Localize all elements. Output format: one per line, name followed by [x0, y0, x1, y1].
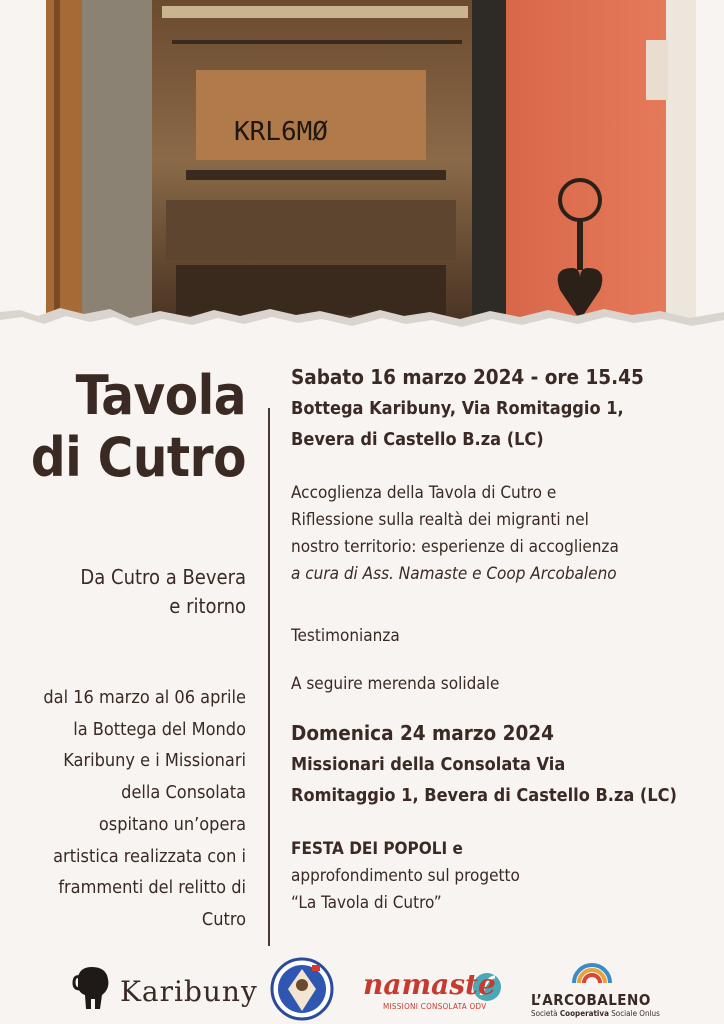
event-1-desc-line: Riflessione sulla realtà dei migranti nel: [291, 510, 589, 530]
event-1-place-line-2: Bevera di Castello B.za (LC): [291, 429, 544, 450]
event-1-place-line-1: Bottega Karibuny, Via Romitaggio 1,: [291, 398, 624, 419]
event-2-description: [291, 836, 711, 917]
engraving-text: KRL6MØ: [234, 117, 328, 147]
intro-line: Cutro: [201, 908, 246, 930]
intro-line: frammenti del relitto di: [58, 877, 246, 899]
consolata-seal-icon: [272, 959, 332, 1019]
event-1: [291, 362, 711, 455]
namaste-logo-text: namaste: [363, 968, 496, 1001]
intro-line: ospitano un’opera: [98, 813, 246, 835]
subtitle-line-1: Da Cutro a Bevera: [80, 565, 246, 589]
column-divider: [268, 408, 270, 946]
intro-line: Karibuny e i Missionari: [63, 750, 246, 772]
event-2-desc-line: approfondimento sul progetto: [291, 866, 520, 886]
intro-line: della Consolata: [121, 782, 246, 804]
namaste-logo-subtitle: MISSIONI CONSOLATA ODV: [383, 1002, 487, 1011]
page-title: [31, 365, 246, 489]
elephant-icon: [74, 967, 108, 1009]
karibuny-logo-text: Karibuny: [120, 975, 258, 1008]
event-1-date: Sabato 16 marzo 2024 - ore 15.45: [291, 365, 644, 389]
event-2-place-line-2: Romitaggio 1, Bevera di Castello B.za (LC): [291, 785, 677, 806]
event-1-desc-line: Accoglienza della Tavola di Cutro e: [291, 483, 557, 503]
arcobaleno-sub-b: Cooperativa: [559, 1009, 609, 1018]
arcobaleno-sub-c: Sociale Onlus: [608, 1009, 660, 1018]
event-1-organizers: a cura di Ass. Namaste e Coop Arcobaleno: [291, 564, 617, 584]
subtitle: [6, 563, 246, 621]
rainbow-icon: [574, 965, 610, 983]
intro-line: la Bottega del Mondo: [73, 718, 246, 740]
event-2-place-line-1: Missionari della Consolata Via: [291, 754, 566, 775]
event-2: [291, 718, 711, 811]
header-photo: [46, 0, 696, 340]
intro-line: artistica realizzata con i: [53, 845, 246, 867]
torn-paper-edge: [0, 300, 724, 360]
event-1-snack: A seguire merenda solidale: [291, 674, 500, 694]
arcobaleno-logo-subtitle: [531, 1009, 660, 1018]
subtitle-line-2: e ritorno: [169, 594, 246, 618]
arcobaleno-logo-text: L’ARCOBALENO: [531, 991, 651, 1009]
arcobaleno-sub-a: Società: [531, 1009, 560, 1018]
event-1-testimony: Testimonianza: [291, 626, 400, 646]
intro-line: dal 16 marzo al 06 aprile: [43, 687, 246, 708]
event-2-desc-line: FESTA DEI POPOLI e: [291, 839, 463, 859]
title-line-1: Tavola: [75, 364, 246, 427]
event-1-desc-line: nostro territorio: esperienze di accoglienza: [291, 537, 619, 557]
title-line-2: di Cutro: [30, 426, 246, 489]
event-1-description: [291, 480, 711, 588]
intro-paragraph: [6, 682, 246, 936]
event-2-date: Domenica 24 marzo 2024: [291, 721, 554, 745]
event-2-desc-line: “La Tavola di Cutro”: [291, 893, 442, 913]
